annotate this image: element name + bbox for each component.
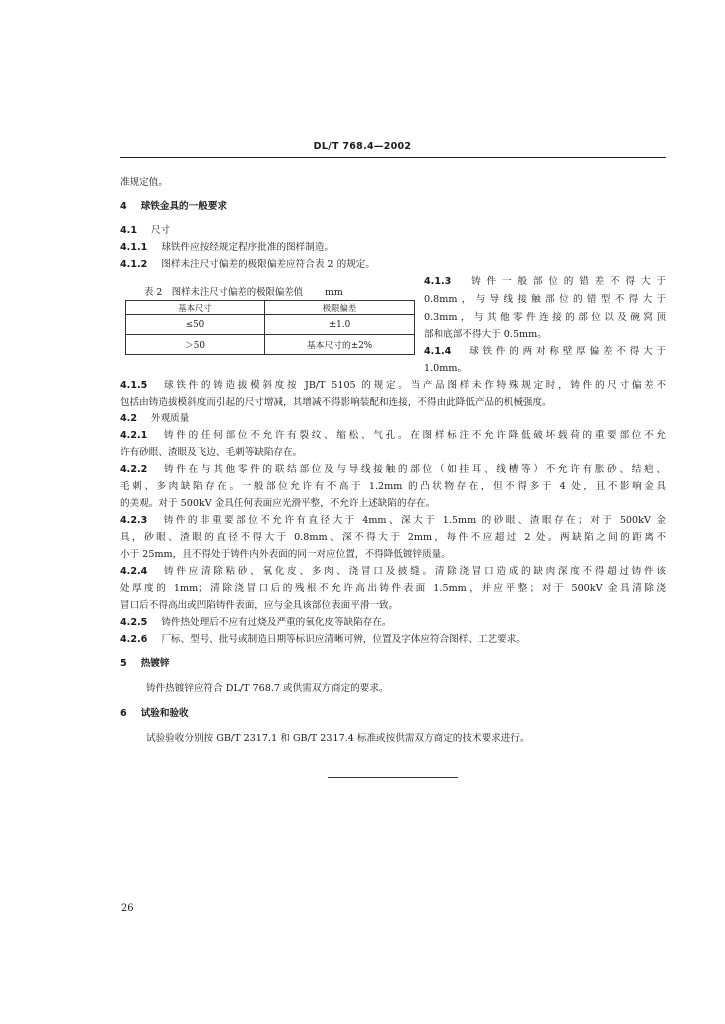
clause-4-1-5-line-1 <box>120 379 666 392</box>
clause-4-2-6 <box>120 633 526 646</box>
clause-4-2-2-line-3: 的美观。对于 500kV 金具任何表面应光滑平整，不允许上述缺陷的存在。 <box>120 498 436 509</box>
table-title: 表 2 图样未注尺寸偏差的极限偏差值 <box>144 287 303 298</box>
clause-4-2-4-line-1 <box>120 565 666 578</box>
clause-4-2-2-line-1 <box>120 463 666 476</box>
table-unit: mm <box>324 287 343 298</box>
clause-number: 4.1.3 <box>424 276 452 287</box>
clause-text: 铸件一般部位的错差不得大于 <box>465 276 666 287</box>
clause-text: 球铁件的两对称壁厚偏差不得大于 <box>465 346 666 357</box>
clause-number: 4.2.3 <box>120 515 148 526</box>
section-6-heading <box>120 707 189 720</box>
section-title: 热镀锌 <box>140 658 170 669</box>
clause-text: 球铁件的铸造拔模斜度按 JB/T 5105 的规定。当产品图样未作特殊规定时，铸件的尺寸偏差不 <box>161 380 666 391</box>
section-6-paragraph: 试验验收分别按 GB/T 2317.1 和 GB/T 2317.4 标准或按供需双方商定的技术要求进行。 <box>146 733 530 744</box>
table-cell: ±1.0 <box>265 315 415 335</box>
clause-text: 铸件热处理后不应有过烧及严重的氧化皮等缺陷存在。 <box>161 617 392 628</box>
clause-4-2-4-line-3: 冒口后不得高出或凹陷铸件表面，应与金具该部位表面平滑一致。 <box>120 600 399 611</box>
clause-number: 4.2.1 <box>120 430 148 441</box>
header-rule <box>120 157 666 158</box>
clause-4-2-1-line-2: 许有砂眼、渣眼及飞边、毛刺等缺陷存在。 <box>120 447 303 458</box>
section-title: 球铁金具的一般要求 <box>140 201 228 212</box>
section-title: 外观质量 <box>151 413 190 424</box>
section-number: 5 <box>120 658 127 669</box>
section-5-paragraph: 铸件热镀锌应符合 DL/T 768.7 或供需双方商定的要求。 <box>146 683 389 694</box>
clause-4-2-3-line-3: 小于 25mm，且不得处于铸件内外表面的同一对应位置，不得降低镀锌质量。 <box>120 549 451 560</box>
section-5-heading <box>120 657 169 670</box>
clause-4-2-2-line-2: 毛刺、多肉缺陷存在。一般部位允许有不高于 1.2mm 的凸状物存在，但不得多于 4 处，且不影响金具 <box>120 481 666 492</box>
column-header: 极限偏差 <box>265 301 415 315</box>
clause-number: 4.2.2 <box>120 464 148 475</box>
clause-text: 铸件在与其他零件的联结部位及与导线接触的部位（如挂耳、线槽等）不允许有胀砂、结疤、 <box>161 464 666 475</box>
clause-number: 4.1.1 <box>120 242 148 253</box>
table-cell: ＞50 <box>126 335 265 355</box>
clause-number: 4.1.5 <box>120 380 148 391</box>
clause-number: 4.1.4 <box>424 346 452 357</box>
clause-text: 铸件应清除粘砂、氧化皮、多肉、浇冒口及披缝。清除浇冒口造成的缺肉深度不得超过铸件该 <box>161 566 666 577</box>
clause-4-2-3-line-1 <box>120 514 666 527</box>
clause-text: 图样未注尺寸偏差的极限偏差应符合表 2 的规定。 <box>161 259 375 270</box>
clause-4-1-3-line-2: 0.8mm，与导线接触部位的错型不得大于 <box>424 294 666 305</box>
clause-4-2-3-line-2: 具，砂眼、渣眼的直径不得大于 0.8mm、深不得大于 2mm，每件不应超过 2 处。两缺陷之间的距离不 <box>120 532 666 543</box>
continued-text: 准规定值。 <box>120 177 168 188</box>
table-header-row <box>126 301 415 315</box>
tolerance-table <box>125 300 415 355</box>
table-cell: ≤50 <box>126 315 265 335</box>
clause-4-1-4-line-2: 1.0mm。 <box>424 363 468 374</box>
column-header: 基本尺寸 <box>126 301 265 315</box>
section-4-1-heading <box>120 224 170 237</box>
clause-4-1-1 <box>120 241 334 254</box>
clause-4-1-2 <box>120 258 375 271</box>
clause-4-1-3-line-3: 0.3mm，与其他零件连接的部位以及碗窝顶 <box>424 312 666 323</box>
clause-number: 4.2.6 <box>120 634 148 645</box>
table-cell: 基本尺寸的±2% <box>265 335 415 355</box>
clause-text: 铸件的任何部位不允许有裂纹、缩松、气孔。在图样标注不允许降低破坏载荷的重要部位不允 <box>161 430 666 441</box>
clause-number: 4.2.5 <box>120 617 148 628</box>
table-row <box>126 335 415 355</box>
table-caption <box>144 284 343 298</box>
clause-text: 铸件的非重要部位不允许有直径大于 4mm、深大于 1.5mm 的砂眼、渣眼存在；对于 500kV 金 <box>161 515 666 526</box>
clause-4-1-4-line-1 <box>424 345 666 358</box>
page-number: 26 <box>121 903 134 914</box>
clause-4-2-4-line-2: 处厚度的 1mm；清除浇冒口后的残根不允许高出铸件表面 1.5mm，并应平整；对于 500kV 金具清除浇 <box>120 583 666 594</box>
standard-code-header: DL/T 768.4—2002 <box>313 141 412 152</box>
section-number: 6 <box>120 708 127 719</box>
clause-text: 球铁件应按经规定程序批准的图样制造。 <box>161 242 335 253</box>
section-4-heading <box>120 200 227 213</box>
section-title: 尺寸 <box>151 225 171 236</box>
clause-number: 4.1.2 <box>120 259 148 270</box>
clause-4-1-3-line-1 <box>424 275 666 288</box>
clause-4-1-3-line-4: 部和底部不得大于 0.5mm。 <box>424 329 547 340</box>
section-title: 试验和验收 <box>140 708 189 719</box>
clause-text: 厂标、型号、批号或制造日期等标识应清晰可辨，位置及字体应符合图样、工艺要求。 <box>161 634 526 645</box>
clause-4-1-5-line-2: 包括由铸造拔模斜度而引起的尺寸增减，其增减不得影响装配和连接，不得由此降低产品的机械强度。 <box>120 397 552 408</box>
clause-4-2-1-line-1 <box>120 429 666 442</box>
section-number: 4.2 <box>120 413 137 424</box>
table-row <box>126 315 415 335</box>
end-rule <box>328 777 458 778</box>
section-number: 4.1 <box>120 225 137 236</box>
clause-4-2-5 <box>120 616 392 629</box>
clause-number: 4.2.4 <box>120 566 148 577</box>
section-number: 4 <box>120 201 127 212</box>
section-4-2-heading <box>120 412 189 425</box>
